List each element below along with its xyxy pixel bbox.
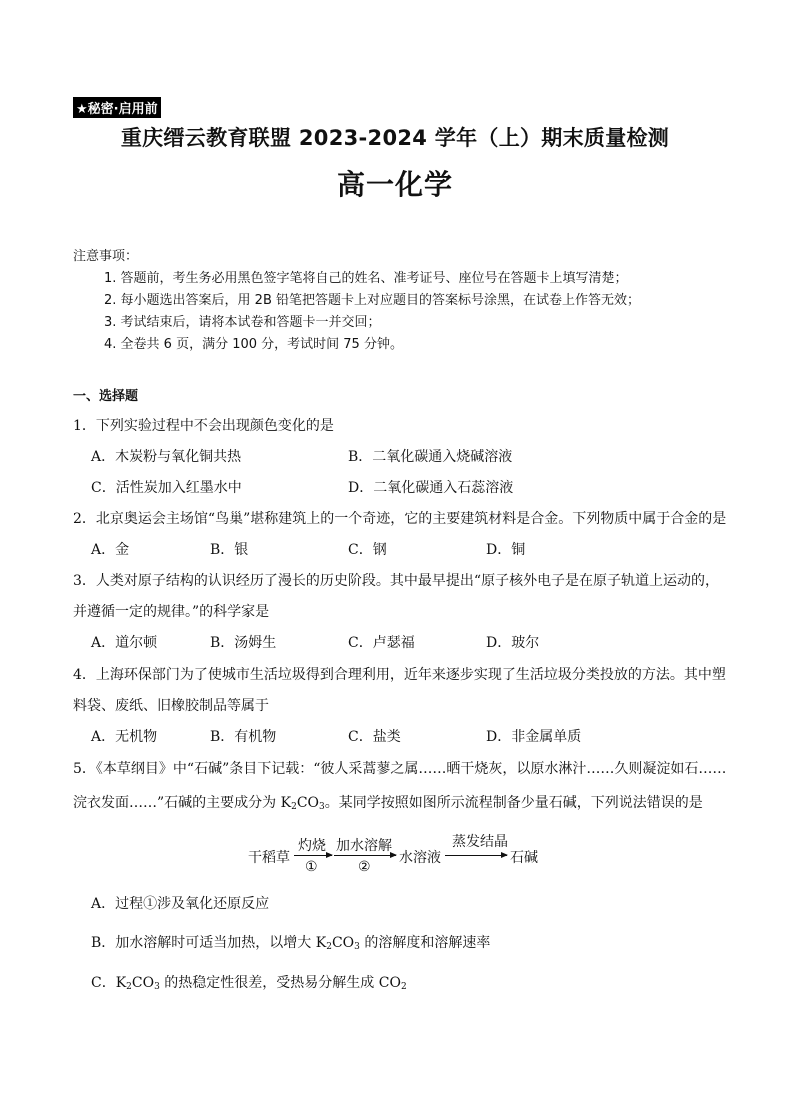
question-3-option-c: C．卢瑟福 xyxy=(348,635,415,651)
notice-item: 2. 每小题选出答案后，用 2B 铅笔把答题卡上对应题目的答案标号涂黑，在试卷上作答无效； xyxy=(104,293,640,308)
question-5-stem: 5．《本草纲目》中“石碱”条目下记载：“彼人采蒿蓼之属……晒干烧灰，以原水淋汁……久则凝淀如石…… xyxy=(73,761,727,777)
question-1-stem: 1．下列实验过程中不会出现颜色变化的是 xyxy=(73,418,334,434)
question-3-option-d: D．玻尔 xyxy=(486,635,540,651)
question-4-option-a: A．无机物 xyxy=(91,729,158,745)
subject-title: 高一化学 xyxy=(336,168,453,201)
flow-arrow-2 xyxy=(334,855,396,856)
notice-item: 1. 答题前，考生务必用黑色签字笔将自己的姓名、准考证号、座位号在答题卡上填写清楚； xyxy=(104,271,628,286)
question-5-option-c xyxy=(91,972,407,992)
question-2-option-d: D．铜 xyxy=(486,542,526,558)
flow-middle: 水溶液 xyxy=(399,850,441,866)
subscript: 2 xyxy=(291,802,297,812)
question-3-option-b: B．汤姆生 xyxy=(210,635,277,651)
notice-heading: 注意事项： xyxy=(73,249,139,264)
flow-step-1-number: ① xyxy=(305,859,318,875)
option-b-pre: B．加水溶解时可适当加热，以增大 K xyxy=(91,935,327,951)
question-5-stem-cont xyxy=(73,792,703,812)
question-4-option-b: B．有机物 xyxy=(210,729,277,745)
question-3-stem: 3．人类对原子结构的认识经历了漫长的历史阶段。其中最早提出“原子核外电子是在原子轨道上运动的， xyxy=(73,573,720,589)
formula-co: CO xyxy=(296,795,320,811)
question-1-option-c: C．活性炭加入红墨水中 xyxy=(91,480,242,496)
flow-step-2-number: ② xyxy=(358,859,371,875)
notice-item: 3. 考试结束后，请将本试卷和答题卡一并交回； xyxy=(104,315,381,330)
confidential-tag: ★秘密·启用前 xyxy=(73,97,161,118)
flow-step-1-label: 灼烧 xyxy=(298,838,326,854)
flow-arrow-3 xyxy=(445,855,507,856)
question-2-stem: 2．北京奥运会主场馆“鸟巢”堪称建筑上的一个奇迹，它的主要建筑材料是合金。下列物质中属于合金的是 xyxy=(73,511,727,527)
section-heading: 一、选择题 xyxy=(73,389,139,404)
subscript: 3 xyxy=(354,942,360,952)
subscript: 2 xyxy=(400,982,407,992)
question-1-option-d: D．二氧化碳通入石蕊溶液 xyxy=(348,480,514,496)
question-5-option-b xyxy=(91,932,490,952)
question-2-option-a: A．金 xyxy=(91,542,130,558)
subscript: 3 xyxy=(319,802,325,812)
formula-co: CO xyxy=(331,935,355,951)
subscript: 3 xyxy=(154,982,160,992)
option-b-post: 的溶解度和溶解速率 xyxy=(359,935,491,951)
subscript: 2 xyxy=(326,942,332,952)
question-5-stem-pre: 浣衣发面……”石碱的主要成分为 K xyxy=(73,795,292,811)
flow-step-2-label: 加水溶解 xyxy=(336,838,392,854)
question-2-option-b: B．银 xyxy=(210,542,249,558)
question-4-option-c: C．盐类 xyxy=(348,729,401,745)
option-c-pre: C．K xyxy=(91,975,127,991)
question-4-stem: 4．上海环保部门为了使城市生活垃圾得到合理利用，近年来逐步实现了生活垃圾分类投放的方法。其中塑 xyxy=(73,667,726,683)
question-5-stem-post: 。某同学按照如图所示流程制备少量石碱，下列说法错误的是 xyxy=(324,795,703,811)
flow-step-3-label: 蒸发结晶 xyxy=(452,834,508,850)
option-c-post: 的热稳定性很差，受热易分解生成 CO xyxy=(159,975,401,991)
notice-item: 4. 全卷共 6 页，满分 100 分，考试时间 75 分钟。 xyxy=(104,337,403,352)
question-4-stem-cont: 料袋、废纸、旧橡胶制品等属于 xyxy=(73,698,269,714)
question-1-option-b: B．二氧化碳通入烧碱溶液 xyxy=(348,449,513,465)
subscript: 2 xyxy=(126,982,132,992)
question-5-option-a: A．过程①涉及氧化还原反应 xyxy=(91,896,270,912)
question-2-option-c: C．钢 xyxy=(348,542,387,558)
process-flow-diagram xyxy=(248,835,548,880)
formula-co: CO xyxy=(131,975,155,991)
flow-end: 石碱 xyxy=(510,850,538,866)
question-3-option-a: A．道尔顿 xyxy=(91,635,158,651)
question-1-option-a: A．木炭粉与氧化铜共热 xyxy=(91,449,242,465)
flow-arrow-1 xyxy=(294,855,332,856)
question-4-option-d: D．非金属单质 xyxy=(486,729,582,745)
question-3-stem-cont: 并遵循一定的规律。”的科学家是 xyxy=(73,604,270,620)
exam-title: 重庆缙云教育联盟 2023-2024 学年（上）期末质量检测 xyxy=(120,126,670,150)
flow-start: 干稻草 xyxy=(248,850,290,866)
